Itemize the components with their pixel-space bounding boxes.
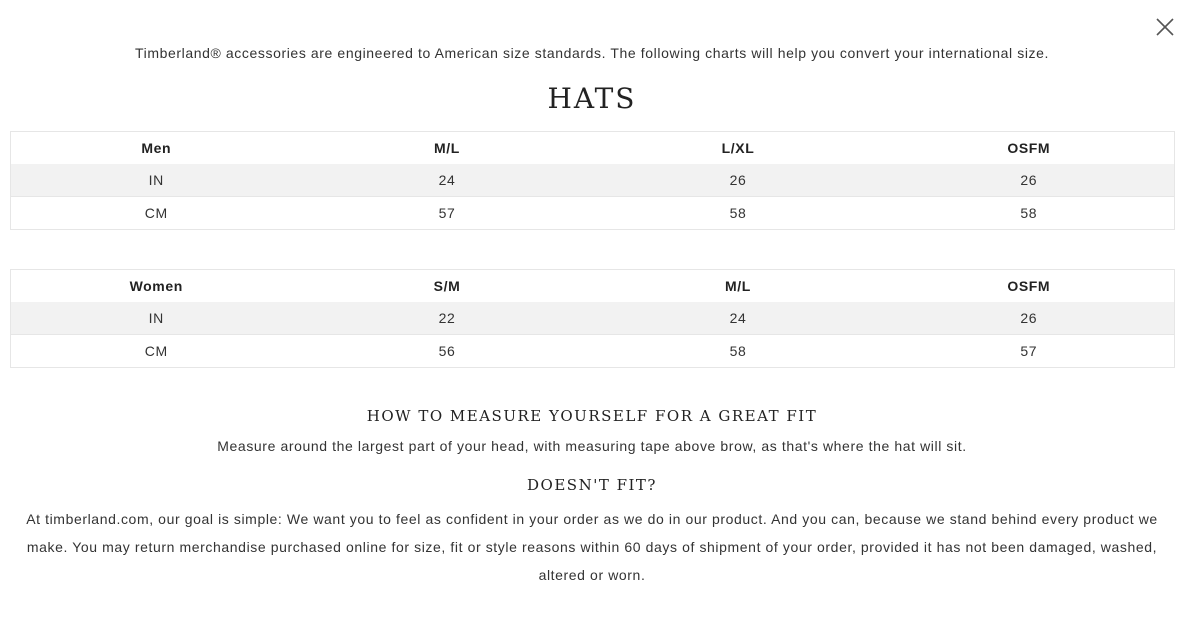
men-size-table — [10, 131, 1175, 230]
intro-text: Timberland® accessories are engineered to American size standards. The following charts will help you convert your international size. — [134, 45, 1050, 61]
table-header-cell: L/XL — [721, 140, 755, 156]
table-header-cell: M/L — [434, 140, 460, 156]
return-policy-text: At timberland.com, our goal is simple: We want you to feel as confident in your order as we do in our product. And you can, because we stand behind every product we make. You may return merchandise purchased online for size, fit or style reasons within 60 days of shipment of your order, provided it has not been damaged, washed, altered or worn. — [26, 511, 1158, 583]
table-row — [11, 164, 1175, 197]
table-row — [11, 197, 1175, 230]
table-row — [11, 335, 1175, 368]
table-cell: 58 — [593, 335, 884, 368]
table-header-row — [11, 270, 1175, 303]
table-header-cell: Men — [141, 140, 172, 156]
table-header-cell: M/L — [725, 278, 751, 294]
close-icon — [1154, 16, 1176, 38]
measure-heading: HOW TO MEASURE YOURSELF FOR A GREAT FIT — [366, 407, 818, 425]
table-cell: 57 — [884, 335, 1175, 368]
table-cell: 57 — [302, 197, 593, 230]
table-cell: CM — [11, 335, 302, 368]
close-button[interactable] — [1154, 16, 1176, 38]
table-cell: 24 — [593, 302, 884, 335]
page-title: HATS — [547, 82, 637, 115]
table-cell: 26 — [884, 164, 1175, 197]
table-cell: 26 — [884, 302, 1175, 335]
women-size-table — [10, 269, 1175, 368]
table-cell: 22 — [302, 302, 593, 335]
table-cell: 58 — [884, 197, 1175, 230]
table-cell: CM — [11, 197, 302, 230]
table-cell: 56 — [302, 335, 593, 368]
measure-instructions: Measure around the largest part of your head, with measuring tape above brow, as that's where the hat will sit. — [217, 438, 967, 454]
table-cell: 24 — [302, 164, 593, 197]
table-header-cell: Women — [129, 278, 183, 294]
table-header-row — [11, 132, 1175, 165]
table-cell: IN — [11, 164, 302, 197]
table-header-cell: OSFM — [1007, 278, 1051, 294]
fit-heading: DOESN'T FIT? — [527, 476, 657, 494]
table-cell: 58 — [593, 197, 884, 230]
table-header-cell: OSFM — [1007, 140, 1051, 156]
table-header-cell: S/M — [433, 278, 461, 294]
table-cell: 26 — [593, 164, 884, 197]
table-cell: IN — [11, 302, 302, 335]
table-row — [11, 302, 1175, 335]
